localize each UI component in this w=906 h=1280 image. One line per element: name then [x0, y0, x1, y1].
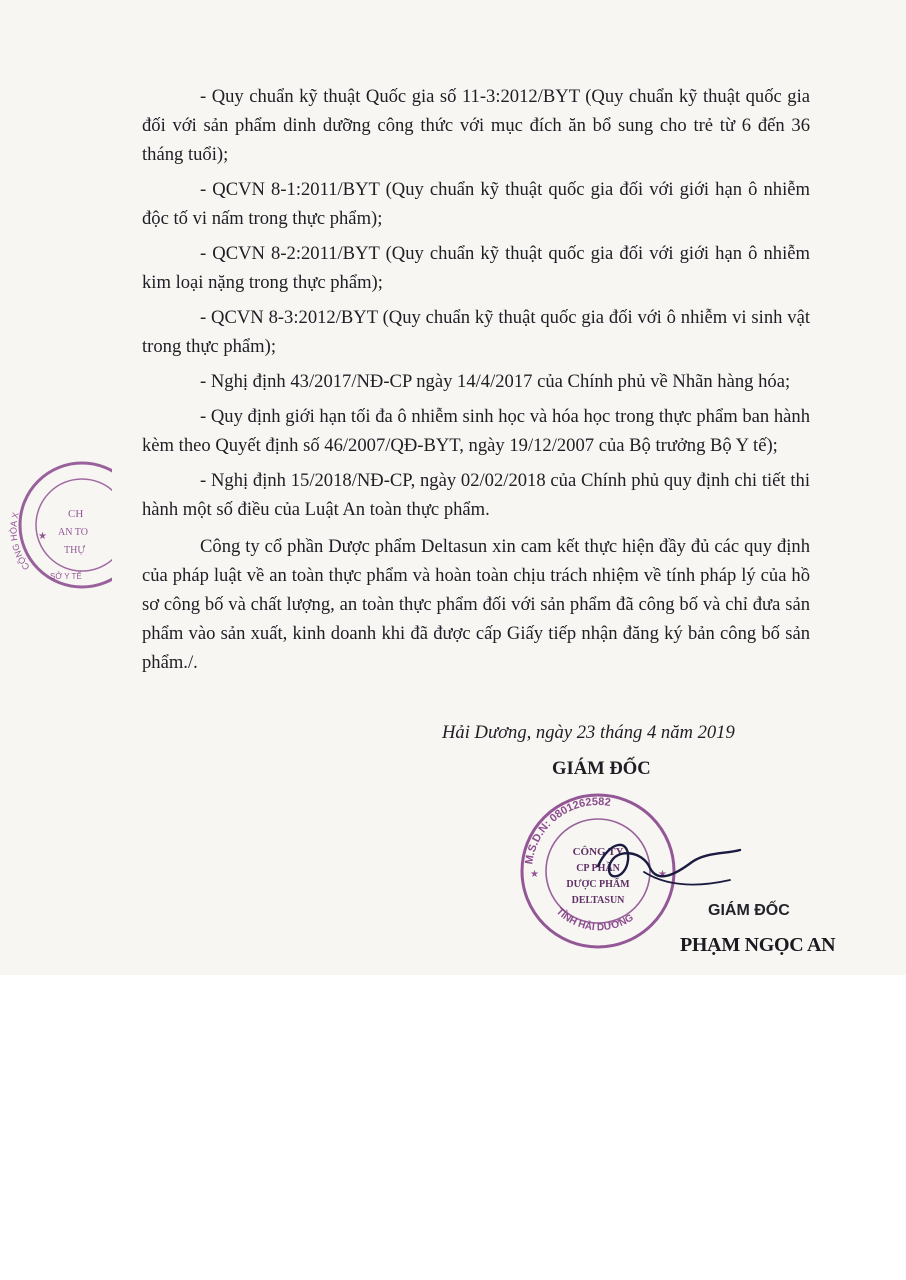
ministry-seal-stamp	[0, 455, 112, 595]
regulation-item: - QCVN 8-2:2011/BYT (Quy chuẩn kỹ thuật quốc gia đối với giới hạn ô nhiễm kim loại nặng trong thực phẩm);	[142, 243, 810, 293]
seal-text-line: THỰ	[64, 545, 86, 556]
regulation-item: - QCVN 8-1:2011/BYT (Quy chuẩn kỹ thuật quốc gia đối với giới hạn ô nhiễm độc tố vi nấm trong thực phẩm);	[142, 179, 810, 229]
seal-center-line: CÔNG TY	[572, 846, 624, 858]
signatory-name: PHẠM NGỌC AN	[680, 934, 836, 956]
regulation-item: - QCVN 8-3:2012/BYT (Quy chuẩn kỹ thuật quốc gia đối với ô nhiễm vi sinh vật trong thực phẩm);	[142, 307, 810, 357]
seal-text-line: AN TO	[58, 527, 88, 538]
regulation-item: - Nghị định 15/2018/NĐ-CP, ngày 02/02/2018 của Chính phủ quy định chi tiết thi hành một số điều của Luật An toàn thực phẩm.	[142, 470, 810, 520]
signatory-role: GIÁM ĐỐC	[708, 902, 790, 919]
svg-text:★: ★	[530, 869, 539, 880]
svg-text:★: ★	[38, 531, 47, 542]
seal-center-line: CP PHẦN	[576, 863, 620, 874]
signatory-title: GIÁM ĐỐC	[552, 758, 651, 779]
signature-date: Hải Dương, ngày 23 tháng 4 năm 2019	[442, 722, 735, 743]
seal-text-line: SỞ Y TẾ	[50, 572, 82, 581]
seal-center-line: DƯỢC PHẨM	[566, 879, 630, 890]
svg-text:★: ★	[658, 869, 667, 880]
seal-center-line: DELTASUN	[571, 895, 625, 906]
seal-text-line: CH	[68, 508, 84, 520]
commitment-paragraph: Công ty cổ phần Dược phẩm Deltasun xin cam kết thực hiện đầy đủ các quy định của pháp luật về an toàn thực phẩm và hoàn toàn chịu trách nhiệm về tính pháp lý của hồ sơ công bố và chất lượng, an toàn thực phẩm đối với sản phẩm đã công bố và chỉ đưa sản phẩm vào sản xuất, kinh doanh khi đã được cấp Giấy tiếp nhận đăng ký bản công bố sản phẩm./.	[142, 536, 810, 673]
document-body	[142, 82, 810, 683]
regulation-item: - Quy định giới hạn tối đa ô nhiễm sinh học và hóa học trong thực phẩm ban hành kèm theo Quyết định số 46/2007/QĐ-BYT, ngày 19/12/2007 của Bộ trưởng Bộ Y tế);	[142, 406, 810, 456]
seal-bottom-text: TỈNH HẢI DƯƠNG	[553, 906, 636, 934]
regulation-item: - Quy chuẩn kỹ thuật Quốc gia số 11-3:2012/BYT (Quy chuẩn kỹ thuật quốc gia đối với sản phẩm dinh dưỡng công thức với mục đích ăn bổ sung cho trẻ từ 6 đến 36 tháng tuổi);	[142, 86, 810, 165]
regulation-item: - Nghị định 43/2017/NĐ-CP ngày 14/4/2017 của Chính phủ về Nhãn hàng hóa;	[200, 371, 791, 392]
seal-ring-text: CỘNG HÒA X	[8, 511, 32, 572]
seal-ring-text: M.S.D.N: 0801262582	[523, 795, 612, 866]
